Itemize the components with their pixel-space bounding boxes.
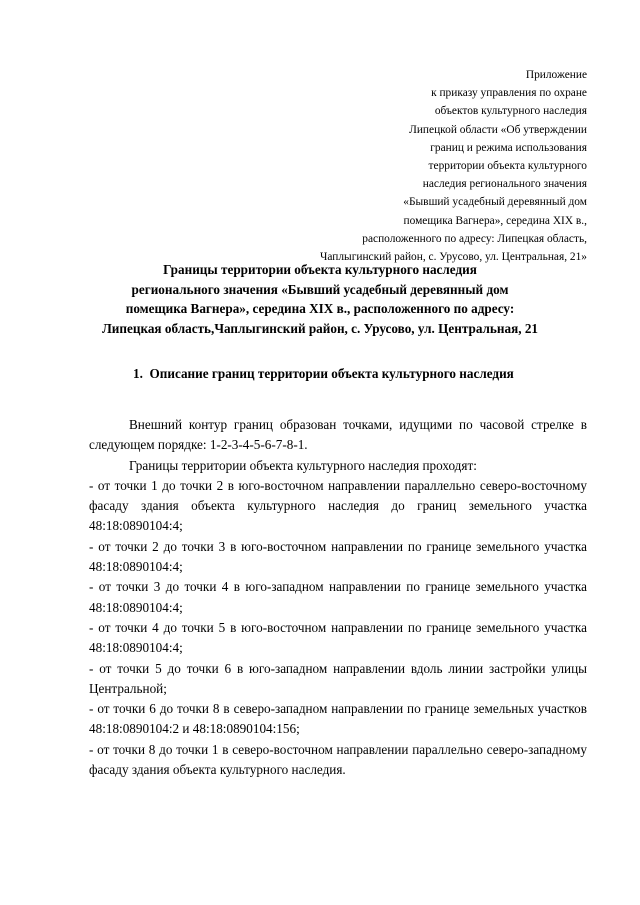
document-title xyxy=(0,260,640,338)
boundary-item: - от точки 5 до точки 6 в юго-западном направлении вдоль линии застройки улицы Центральной; xyxy=(89,660,587,696)
boundary-item: - от точки 1 до точки 2 в юго-восточном направлении параллельно северо-восточному фасаду здания объекта культурного наследия до границ земельного участка 48:18:0890104:4; xyxy=(89,477,587,534)
appendix-line: Приложение xyxy=(525,69,587,81)
section-number: 1. xyxy=(133,366,143,381)
appendix-header xyxy=(320,66,587,266)
paragraph: Внешний контур границ образован точками, идущими по часовой стрелке в следующем порядке: 1-2-3-4-5-6-7-8-1. xyxy=(89,417,587,453)
appendix-line: объектов культурного наследия xyxy=(434,105,587,118)
paragraph: Границы территории объекта культурного наследия проходят: xyxy=(129,457,477,473)
appendix-line: помещика Вагнера», середина XIX в., xyxy=(403,214,587,227)
boundary-item: - от точки 6 до точки 8 в северо-западном направлении по границе земельных участков 48:18:0890104:2 и 48:18:0890104:156; xyxy=(89,701,587,737)
boundary-item: - от точки 4 до точки 5 в юго-восточном направлении по границе земельного участка 48:18:0890104:4; xyxy=(89,619,587,656)
title-line: Границы территории объекта культурного наследия xyxy=(163,262,477,277)
appendix-line: Чаплыгинский район, с. Урусово, ул. Центральная, 21» xyxy=(319,251,587,264)
appendix-line: территории объекта культурного xyxy=(428,160,587,173)
body-text xyxy=(89,415,587,780)
section-heading xyxy=(133,366,514,382)
appendix-line: «Бывший усадебный деревянный дом xyxy=(403,196,587,209)
boundary-item: - от точки 3 до точки 4 в юго-западном направлении по границе земельного участка 48:18:0890104:4; xyxy=(89,579,587,615)
appendix-line: наследия регионального значения xyxy=(422,178,587,191)
appendix-line: расположенного по адресу: Липецкая область, xyxy=(362,232,587,245)
boundary-item: - от точки 8 до точки 1 в северо-восточном направлении параллельно северо-западному фасаду здания объекта культурного наследия. xyxy=(89,741,587,778)
section-heading-text: Описание границ территории объекта культурного наследия xyxy=(149,366,514,381)
boundary-item: - от точки 2 до точки 3 в юго-восточном направлении по границе земельного участка 48:18:0890104:4; xyxy=(89,538,587,575)
appendix-line: к приказу управления по охране xyxy=(431,87,587,100)
appendix-line: Липецкой области «Об утверждении xyxy=(409,123,587,136)
title-line: Липецкая область,Чаплыгинский район, с. Урусово, ул. Центральная, 21 xyxy=(101,320,539,336)
title-line: помещика Вагнера», середина XIX в., расположенного по адресу: xyxy=(125,301,515,316)
title-line: регионального значения «Бывший усадебный деревянный дом xyxy=(131,281,509,297)
appendix-line: границ и режима использования xyxy=(430,141,587,154)
